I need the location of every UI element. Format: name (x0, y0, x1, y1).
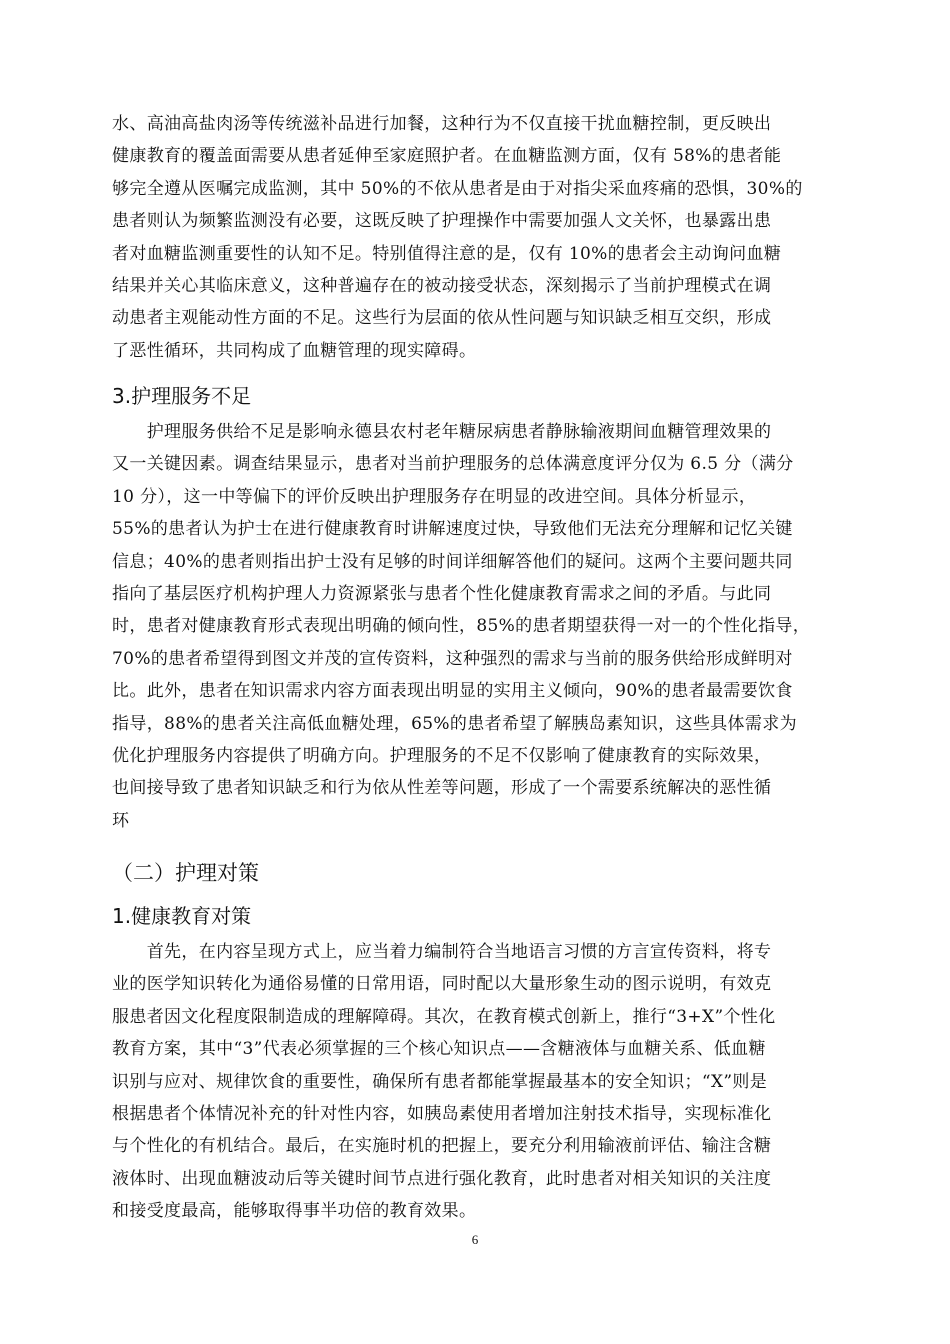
text-line: 与个性化的有机结合。最后，在实施时机的把握上，要充分利用输液前评估、输注含糖 (112, 1136, 772, 1157)
text-line: 动患者主观能动性方面的不足。这些行为层面的依从性问题与知识缺乏相互交织，形成 (112, 308, 772, 329)
text-line: 教育方案，其中“3”代表必须掌握的三个核心知识点——含糖液体与血糖关系、低血糖 (112, 1039, 766, 1060)
text-line: 识别与应对、规律饮食的重要性，确保所有患者都能掌握最基本的安全知识；“X”则是 (112, 1071, 768, 1092)
page-number: 6 (471, 1232, 479, 1247)
text-line: 护理服务供给不足是影响永德县农村老年糖尿病患者静脉输液期间血糖管理效果的 (112, 422, 772, 442)
text-line: 10 分），这一中等偏下的评价反映出护理服务存在明显的改进空间。具体分析显示， (112, 486, 757, 507)
text-line: 根据患者个体情况补充的针对性内容，如胰岛素使用者增加注射技术指导，实现标准化 (112, 1103, 772, 1124)
text-line: 健康教育的覆盖面需要从患者延伸至家庭照护者。在血糖监测方面，仅有 58%的患者能 (112, 146, 782, 167)
text-line: 70%的患者希望得到图文并茂的宣传资料，这种强烈的需求与当前的服务供给形成鲜明对 (112, 648, 793, 669)
text-line: 环 (112, 810, 130, 831)
text-line: 液体时、出现血糖波动后等关键时间节点进行强化教育，此时患者对相关知识的关注度 (112, 1168, 772, 1189)
text-line: 水、高油高盐肉汤等传统滋补品进行加餐，这种行为不仅直接干扰血糖控制，更反映出 (112, 114, 772, 134)
text-line: 者对血糖监测重要性的认知不足。特别值得注意的是，仅有 10%的患者会主动询问血糖 (112, 243, 782, 264)
text-line: 和接受度最高，能够取得事半功倍的教育效果。 (112, 1201, 477, 1222)
text-line: 时，患者对健康教育形式表现出明确的倾向性，85%的患者期望获得一对一的个性化指导， (112, 616, 811, 637)
section-heading-nursing-service-shortage: 3.护理服务不足 (112, 384, 252, 408)
text-line: 首先，在内容呈现方式上，应当着力编制符合当地语言习惯的方言宣传资料，将专 (112, 942, 772, 962)
text-line: 了恶性循环，共同构成了血糖管理的现实障碍。 (112, 340, 477, 361)
text-line: 又一关键因素。调查结果显示，患者对当前护理服务的总体满意度评分仅为 6.5 分（满分 (112, 454, 794, 475)
text-line: 指导，88%的患者关注高低血糖处理，65%的患者希望了解胰岛素知识，这些具体需求为 (112, 713, 797, 734)
text-line: 55%的患者认为护士在进行健康教育时讲解速度过快，导致他们无法充分理解和记忆关键 (112, 519, 793, 540)
section-heading-nursing-countermeasures: （二）护理对策 (112, 861, 259, 885)
text-line: 信息；40%的患者则指出护士没有足够的时间详细解答他们的疑问。这两个主要问题共同 (112, 551, 793, 572)
section-heading-health-education: 1.健康教育对策 (112, 904, 252, 928)
paragraph-nursing-service-shortage (112, 416, 862, 837)
text-line: 患者则认为频繁监测没有必要，这既反映了护理操作中需要加强人文关怀，也暴露出患 (112, 211, 772, 232)
text-line: 够完全遵从医嘱完成监测，其中 50%的不依从患者是由于对指尖采血疼痛的恐惧，30%的 (112, 178, 803, 199)
paragraph-health-education (112, 936, 862, 1228)
text-line: 结果并关心其临床意义，这种普遍存在的被动接受状态，深刻揭示了当前护理模式在调 (112, 275, 772, 296)
text-line: 优化护理服务内容提供了明确方向。护理服务的不足不仅影响了健康教育的实际效果， (112, 745, 772, 766)
paragraph-behavior-compliance (112, 108, 862, 367)
text-line: 指向了基层医疗机构护理人力资源紧张与患者个性化健康教育需求之间的矛盾。与此同 (112, 583, 772, 604)
text-line: 比。此外，患者在知识需求内容方面表现出明显的实用主义倾向，90%的患者最需要饮食 (112, 681, 793, 702)
text-line: 也间接导致了患者知识缺乏和行为依从性差等问题，形成了一个需要系统解决的恶性循 (112, 778, 772, 799)
text-line: 业的医学知识转化为通俗易懂的日常用语，同时配以大量形象生动的图示说明，有效克 (112, 974, 772, 995)
text-line: 服患者因文化程度限制造成的理解障碍。其次，在教育模式创新上，推行“3+X”个性化 (112, 1006, 776, 1027)
